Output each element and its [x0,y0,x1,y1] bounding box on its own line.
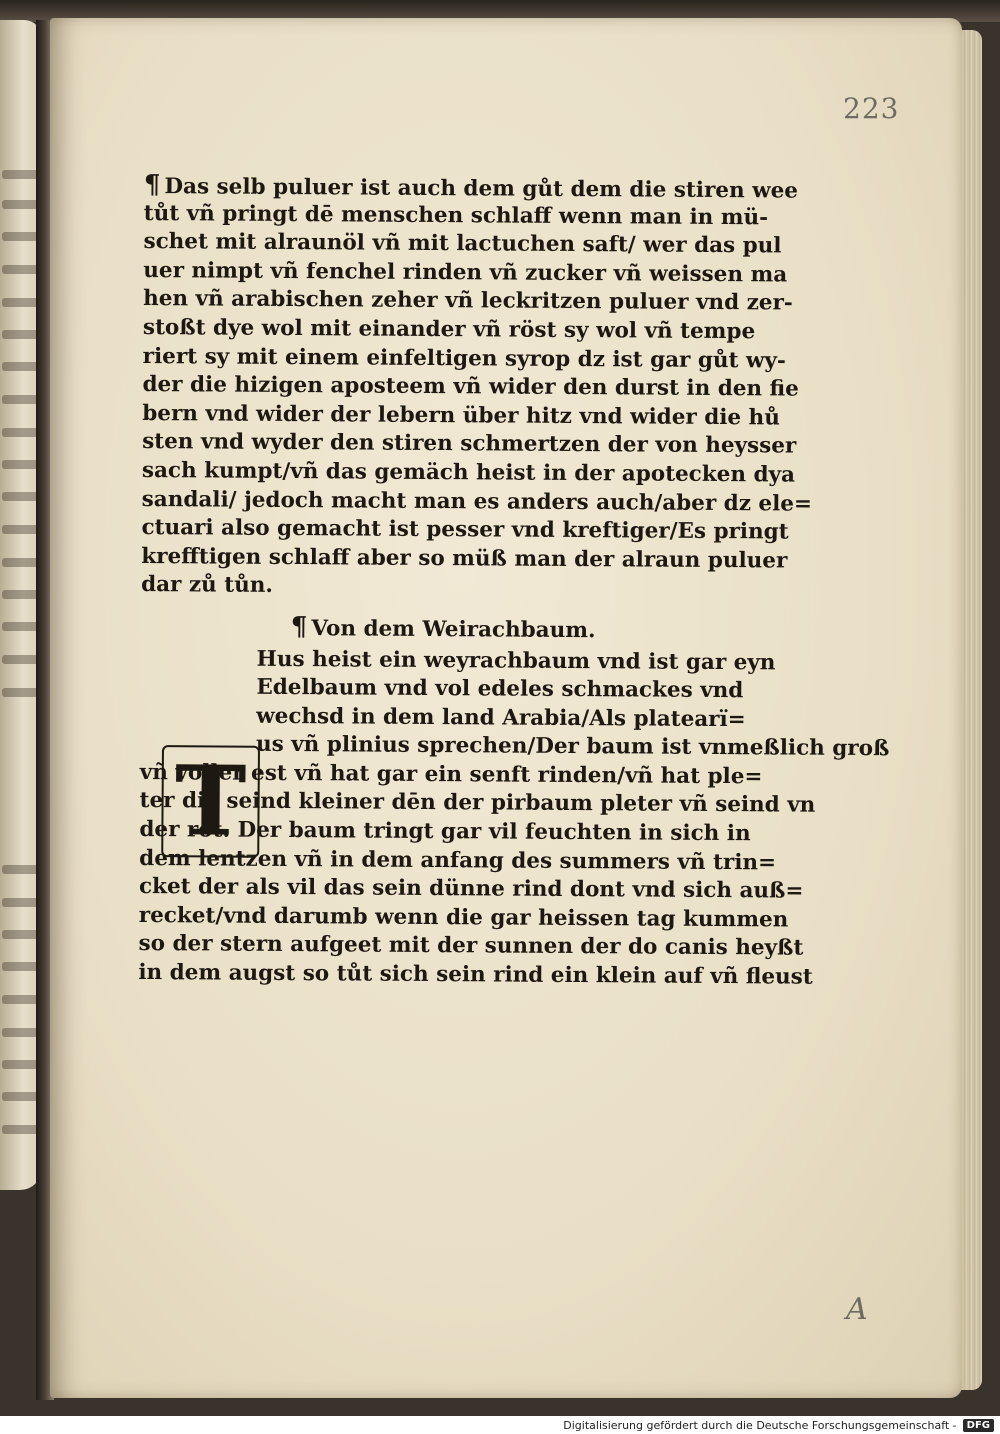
text-line [143,343,803,376]
text-line [143,314,803,347]
text-line [141,486,813,519]
text-line-content: wechsd in dem land Arabia/Als platearï= [256,703,746,732]
text-line-content: Edelbaum vnd vol edeles schmackes vnd [256,674,744,704]
text-line-content: hen vñ arabischen zeher vñ leckritzen puluer vnd zer- [143,286,793,316]
text-line-content: der rot. Der baum tringt gar vil feuchten in sich in [139,817,751,847]
text-line [140,702,800,735]
text-line-content: Hus heist ein weyrachbaum vnd ist gar eyn [256,646,776,675]
text-line-content: stoßt dye wol mit einander vñ röst sy wol vñ tempe [142,314,756,345]
text-line-content: cket der als vil das sein dünne rind dont vnd sich auß= [138,874,804,904]
footer-credit-text: Digitalisierung gefördert durch die Deutsche Forschungsgemeinschaft - [563,1418,957,1432]
text-line-content: krefftigen schlaff aber so müß man der alraun puluer [141,543,788,574]
text-line-content: der die hizigen aposteem vñ wider den durst in den fie [142,372,799,402]
text-line [139,902,799,935]
text-line [138,873,804,906]
text-line [144,200,804,233]
text-line-content: uer nimpt vñ fenchel rinden vñ zucker vñ weissen ma [143,257,788,288]
folio-number: 223 [843,92,900,125]
text-line-content: vñ voller est vñ hat gar ein senft rinden/vñ hat ple= [139,759,763,790]
text-line [141,514,801,547]
text-line-content: sach kumpt/vñ das gemäch heist in der apotecken dya [141,457,796,488]
drop-cap-initial: T [161,745,260,858]
text-line-content: dem lentzen vñ in dem anfang des summers vñ trin= [139,845,777,876]
text-line-content: ctuari also gemacht ist pesser vnd kreftiger/Es pringt [141,515,789,545]
text-line-content: riert sy mit einem einfeltigen syrop dz ist gar gůt wy- [142,343,786,374]
text-line [142,428,802,461]
text-line [143,228,803,261]
paragraph-1 [141,170,813,605]
text-line [142,400,802,433]
text-line [140,644,800,677]
text-line [142,457,802,490]
signature-mark: A [846,1292,868,1327]
text-line-content: Das selb puluer ist auch dem gůt dem die stiren wee [164,174,799,204]
text-line [144,171,804,204]
text-line-content: recket/vnd darumb wenn die gar heissen tag kummen [138,902,789,933]
section-heading: ¶ Von dem Weirachbaum. [290,611,596,644]
book-page [50,18,962,1398]
text-line-content: schet mit alraunöl vñ mit lactuchen saft/ wer das pul [143,229,782,259]
text-line-content: sten vnd wyder den stiren schmertzen der von heysser [142,429,797,459]
text-line-content: dar zů tůn. [141,572,273,599]
text-line [143,257,803,290]
text-line [142,371,802,404]
text-line [143,285,803,318]
pilcrow-icon: ¶ [143,170,161,201]
text-line [138,930,804,963]
text-line-content: sandali/ jedoch macht man es anders auch/aber dz ele= [141,486,813,517]
text-line-content: tůt vñ pringt dē menschen schlaff wenn man in mü- [143,200,769,230]
text-line-content: so der stern aufgeet mit der sunnen der do canis heyßt [138,931,804,962]
text-line-content: ter die seind kleiner dēn der pirbaum pleter vñ seind vn [139,788,816,819]
text-line [140,673,800,706]
text-line-content: bern vnd wider der lebern über hitz vnd wider die hů [142,400,780,431]
digitization-footer [0,1416,1000,1434]
text-line-content: us vñ plinius sprechen/Der baum ist vnmeßlich groß [255,732,890,762]
pilcrow-icon: ¶ [290,611,308,643]
text-line-content: in dem augst so tůt sich sein rind ein klein auf vñ fleust [138,960,813,990]
text-line [141,571,801,604]
text-line [138,959,813,992]
text-line [141,543,801,576]
text-block [138,170,890,992]
dfg-logo: DFG [963,1419,994,1432]
